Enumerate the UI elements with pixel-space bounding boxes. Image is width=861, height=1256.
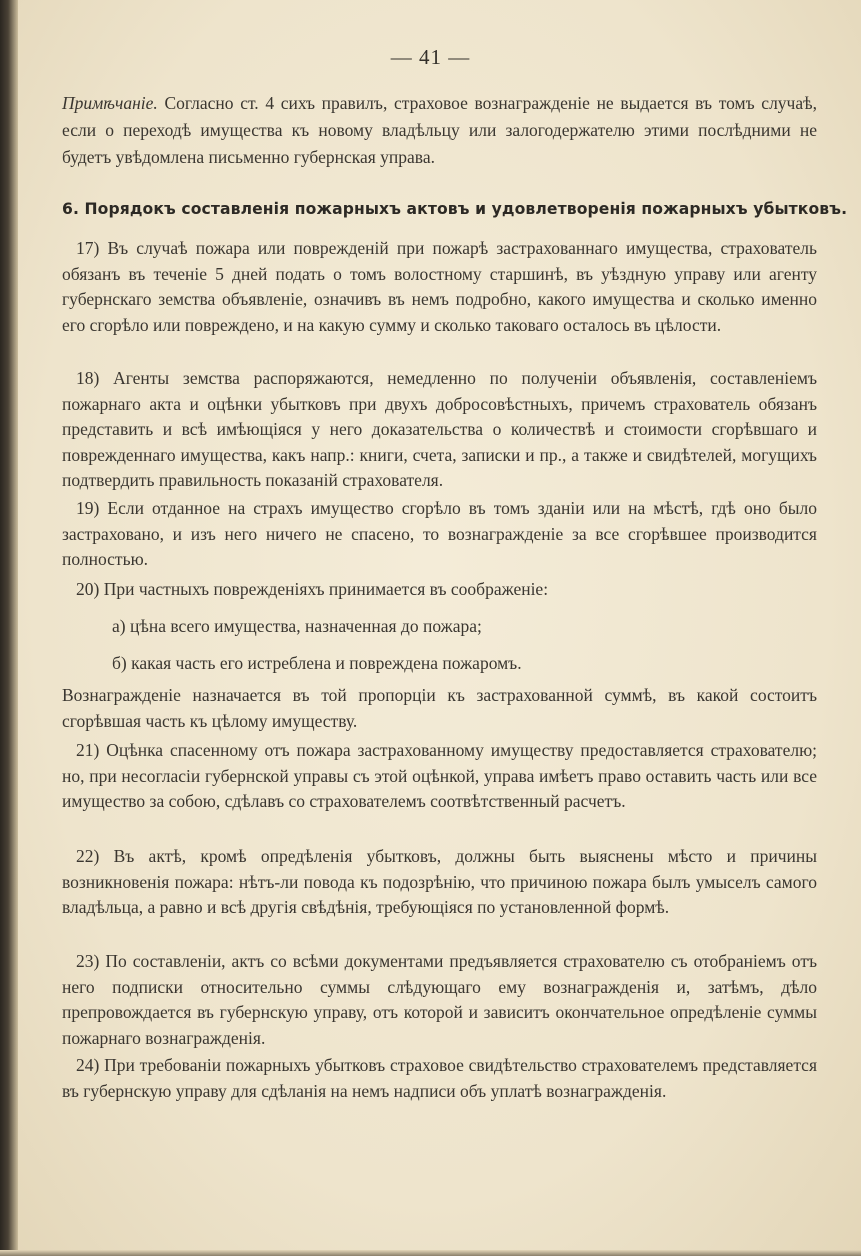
list-item-a xyxy=(112,614,812,640)
paragraph-text: Въ случаѣ пожара или поврежденій при пожарѣ застрахованнаго имущества, страхователь обязанъ въ теченіе 5 дней подать о томъ волостному старшинѣ, въ уѣздную управу или агенту губернскаго земства объявленіе, означивъ въ немъ подробно, какого имущества и сколько именно его сгорѣло или повреждено, и на какую сумму и сколько таковаго осталось въ цѣлости. xyxy=(62,238,817,335)
paragraph-22 xyxy=(62,844,817,921)
paragraph-number: 24) xyxy=(76,1055,100,1075)
paragraph-24 xyxy=(62,1053,817,1104)
note-text: Согласно ст. 4 сихъ правилъ, страховое вознагражденіе не выдается въ томъ случаѣ, если о переходѣ имущества къ новому владѣльцу или залогодержателю этими послѣдними не будетъ увѣдомлена письменно губернская управа. xyxy=(62,93,818,167)
list-item-text: б) какая часть его истреблена и повреждена пожаромъ. xyxy=(112,653,522,673)
paragraph-18 xyxy=(62,366,817,494)
paragraph-number: 18) xyxy=(76,368,100,388)
page-bottom-edge xyxy=(0,1250,861,1256)
page-binding-edge xyxy=(0,0,18,1256)
paragraph-20 xyxy=(62,577,817,603)
note-label: Примѣчаніе. xyxy=(62,93,158,113)
paragraph-number: 17) xyxy=(76,238,100,258)
paragraph-20-continuation xyxy=(62,683,817,734)
paragraph-number: 19) xyxy=(76,498,100,518)
paragraph-number: 22) xyxy=(76,846,100,866)
paragraph-text: Оцѣнка спасенному отъ пожара застрахованному имуществу предоставляется страхователю; но, при несогласіи губернской управы съ этой оцѣнкой, управа имѣетъ право оставить часть или все имущество за собою, сдѣлавъ со страхователемъ соотвѣтственный расчетъ. xyxy=(62,740,818,811)
list-item-b xyxy=(112,651,812,677)
page-number: — 41 — xyxy=(390,45,471,69)
paragraph-17 xyxy=(62,236,817,338)
paragraph-text: При требованіи пожарныхъ убытковъ страховое свидѣтельство страхователемъ представляется въ губернскую управу для сдѣланія на немъ надписи объ уплатѣ вознагражденія. xyxy=(62,1055,817,1101)
paragraph-19 xyxy=(62,496,817,573)
paragraph-text: Если отданное на страхъ имущество сгорѣло въ томъ зданіи или на мѣстѣ, гдѣ оно было застраховано, и изъ него ничего не спасено, то вознагражденіе за все сгорѣвшее производится полностью. xyxy=(62,498,817,569)
paragraph-number: 20) xyxy=(76,579,100,599)
paragraph-text: Агенты земства распоряжаются, немедленно по полученіи объявленія, составленіемъ пожарнаго акта и оцѣнки убытковъ при двухъ добросовѣстныхъ, причемъ страхователь обязанъ представить и всѣ имѣющіяся у него доказательства о количествѣ и стоимости сгорѣвшаго и поврежденнаго имущества, какъ напр.: книги, счета, записки и пр., а также и свидѣтелей, могущихъ подтвердить правильность показаній страхователя. xyxy=(62,368,817,490)
paragraph-23 xyxy=(62,949,817,1051)
paragraph-number: 21) xyxy=(76,740,100,760)
section-heading: 6. Порядокъ составленія пожарныхъ актовъ и удовлетворенія пожарныхъ убытковъ. xyxy=(62,200,848,218)
paragraph-text: При частныхъ поврежденіяхъ принимается въ соображеніе: xyxy=(103,579,549,599)
paragraph-text: Въ актѣ, кромѣ опредѣленія убытковъ, должны быть выяснены мѣсто и причины возникновенія пожара: нѣтъ-ли повода къ подозрѣнію, что причиною пожара былъ умыселъ самого владѣльца, а равно и всѣ другія свѣдѣнія, требующіяся по установленной формѣ. xyxy=(62,846,817,917)
note-paragraph xyxy=(62,90,817,171)
paragraph-text: Вознагражденіе назначается въ той пропорціи къ застрахованной суммѣ, въ какой состоитъ сгорѣвшая часть къ цѣлому имуществу. xyxy=(62,685,817,731)
paragraph-21 xyxy=(62,738,817,815)
paragraph-text: По составленіи, актъ со всѣми документами предъявляется страхователю съ отобраніемъ отъ него подписки относительно суммы слѣдующаго ему вознагражденія и, затѣмъ, дѣло препровождается въ губернскую управу, отъ которой и зависитъ окончательное опредѣленіе суммы пожарнаго вознагражденія. xyxy=(62,951,818,1048)
paragraph-number: 23) xyxy=(76,951,100,971)
list-item-text: а) цѣна всего имущества, назначенная до пожара; xyxy=(112,616,482,636)
